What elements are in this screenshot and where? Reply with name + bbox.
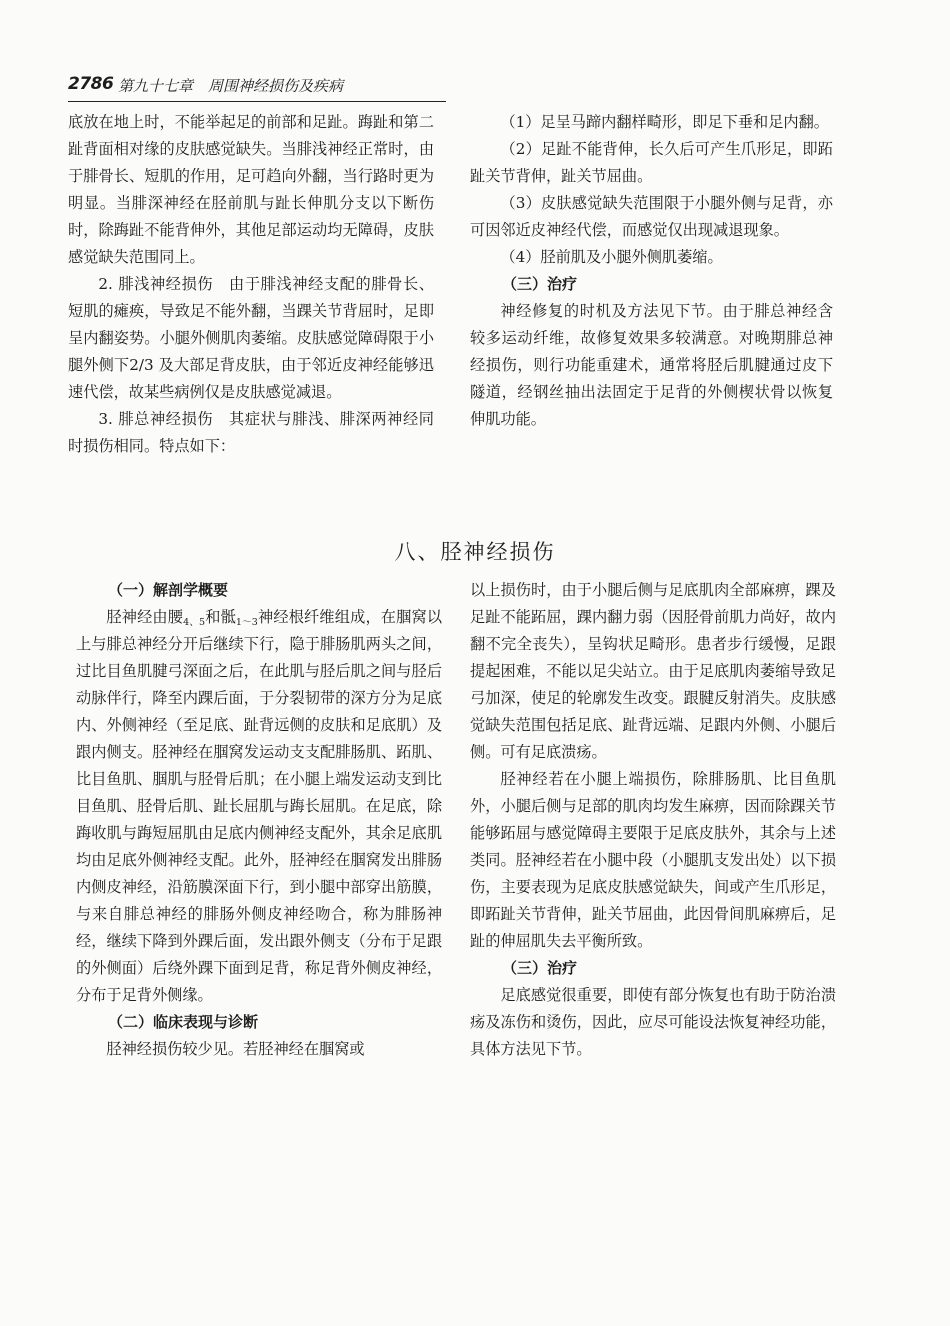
paragraph <box>76 604 442 1009</box>
chapter-title: 第九十七章 周围神经损伤及疾病 <box>118 77 344 95</box>
paragraph: 3. 腓总神经损伤 其症状与腓浅、腓深两神经同时损伤相同。特点如下： <box>68 410 434 455</box>
subheading-clinical: （二）临床表现与诊断 <box>108 1013 259 1031</box>
bottom-left-column <box>76 577 442 1063</box>
list-item: （3）皮肤感觉缺失范围限于小腿外侧与足背，亦可因邻近皮神经代偿，而感觉仅出现减退现象。 <box>470 194 833 239</box>
subscript: 4、5 <box>183 617 206 628</box>
running-header <box>68 74 448 100</box>
text: 胫神经由腰 <box>106 608 184 626</box>
page-number: 2786 <box>68 74 114 94</box>
top-left-column <box>68 109 434 460</box>
paragraph: 2. 腓浅神经损伤 由于腓浅神经支配的腓骨长、短肌的瘫痪，导致足不能外翻，当踝关节背屈时，足即呈内翻姿势。小腿外侧肌肉萎缩。皮肤感觉障碍限于小腿外侧下2/3 及大部足背皮肤，由于邻近皮神经能够迅速代偿，故某些病例仅是皮肤感觉减退。 <box>68 275 434 401</box>
paragraph: 胫神经损伤较少见。若胫神经在腘窝或 <box>106 1040 365 1058</box>
subheading-anatomy: （一）解剖学概要 <box>108 581 229 599</box>
bottom-right-column <box>470 577 836 1063</box>
paragraph: 以上损伤时，由于小腿后侧与足底肌肉全部麻痹，踝及足趾不能跖屈，踝内翻力弱（因胫骨前肌力尚好，故内翻不完全丧失），呈钩状足畸形。患者步行缓慢，足跟提起困难，不能以足尖站立。由于足底肌肉萎缩导致足弓加深，使足的轮廓发生改变。跟腱反射消失。皮肤感觉缺失范围包括足底、趾背远端、足跟内外侧、小腿后侧。可有足底溃疡。 <box>470 581 836 761</box>
list-item: （1）足呈马蹄内翻样畸形，即足下垂和足内翻。 <box>500 113 829 131</box>
list-item: （2）足趾不能背伸，长久后可产生爪形足，即跖趾关节背伸，趾关节屈曲。 <box>470 140 833 185</box>
header-rule <box>68 101 446 102</box>
top-right-column <box>470 109 833 433</box>
paragraph: 底放在地上时，不能举起足的前部和足趾。踇趾和第二趾背面相对缘的皮肤感觉缺失。当腓浅神经正常时，由于腓骨长、短肌的作用，足可趋向外翻，当行路时更为明显。当腓深神经在胫前肌与趾长伸肌分支以下断伤时，除踇趾不能背伸外，其他足部运动均无障碍，皮肤感觉缺失范围同上。 <box>68 113 434 266</box>
subheading-treatment: （三）治疗 <box>502 959 578 977</box>
paragraph: 胫神经若在小腿上端损伤，除腓肠肌、比目鱼肌外，小腿后侧与足部的肌肉均发生麻痹，因而除踝关节能够跖屈与感觉障碍主要限于足底皮肤外，其余与上述类同。胫神经若在小腿中段（小腿肌支发出处）以下损伤，主要表现为足底皮肤感觉缺失，间或产生爪形足，即跖趾关节背伸，趾关节屈曲，此因骨间肌麻痹后，足趾的伸屈肌失去平衡所致。 <box>470 770 836 950</box>
text: 神经根纤维组成，在腘窝以上与腓总神经分开后继续下行，隐于腓肠肌两头之间，过比目鱼肌腱弓深面之后，在此肌与胫后肌之间与胫后动脉伴行，降至内踝后面，于分裂韧带的深方分为足底内、外侧神经（至足底、趾背远侧的皮肤和足底肌）及跟内侧支。胫神经在腘窝发运动支支配腓肠肌、跖肌、比目鱼肌、腘肌与胫骨后肌；在小腿上端发运动支到比目鱼肌、胫骨后肌、趾长屈肌与踇长屈肌。在足底，除踇收肌与踇短屈肌由足底内侧神经支配外，其余足底肌均由足底外侧神经支配。此外，胫神经在腘窝发出腓肠内侧皮神经，沿筋膜深面下行，到小腿中部穿出筋膜，与来自腓总神经的腓肠外侧皮神经吻合，称为腓肠神经，继续下降到外踝后面，发出跟外侧支（分布于足跟的外侧面）后绕外踝下面到足背，称足背外侧皮神经，分布于足背外侧缘。 <box>76 608 443 1004</box>
list-item: （4）胫前肌及小腿外侧肌萎缩。 <box>500 248 723 266</box>
subscript: 1～3 <box>235 617 258 628</box>
paragraph: 神经修复的时机及方法见下节。由于腓总神经含较多运动纤维，故修复效果多较满意。对晚期腓总神经损伤，则行功能重建术，通常将胫后肌腱通过皮下隧道，经钢丝抽出法固定于足背的外侧楔状骨以恢复伸肌功能。 <box>470 302 833 428</box>
text: 和骶 <box>205 608 236 626</box>
section-title: 八、胫神经损伤 <box>394 540 556 564</box>
paragraph: 足底感觉很重要，即使有部分恢复也有助于防治溃疡及冻伤和烫伤，因此，应尽可能设法恢复神经功能，具体方法见下节。 <box>470 986 836 1058</box>
subheading-treatment: （三）治疗 <box>502 275 578 293</box>
